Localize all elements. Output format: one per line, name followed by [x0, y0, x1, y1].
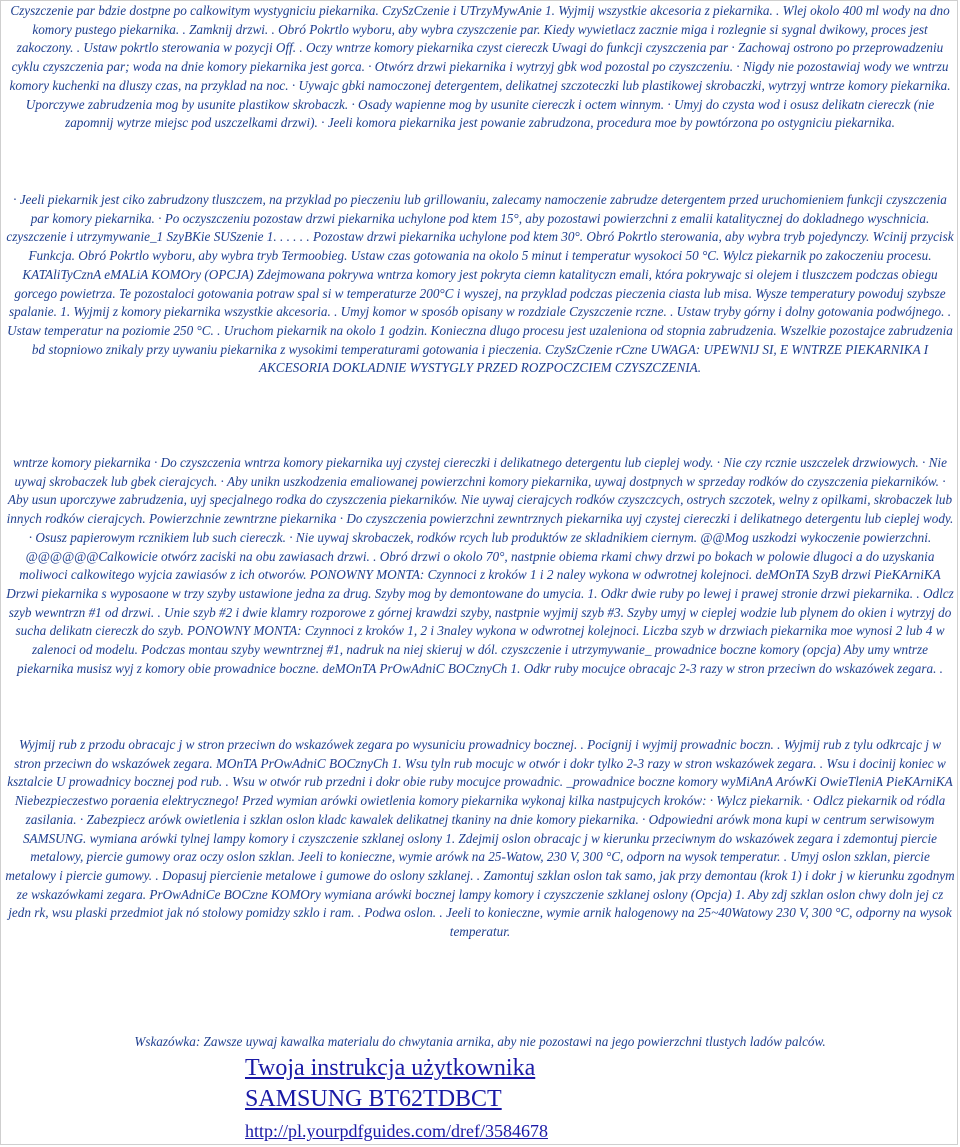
source-url-link[interactable]: http://pl.yourpdfguides.com/dref/3584678 [245, 1121, 548, 1141]
footer-links [245, 1054, 745, 1142]
paragraph-interior-door-glass: wntrze komory piekarnika · Do czyszczenia wntrza komory piekarnika uyj czystej ciereczki i delikatnego detergentu lub cieplej wody. · Nie czy rcznie uszczelek drzwiowych. · Nie uywaj skrobaczek lub gbek cierajcych. · Aby unikn uszkodzenia emaliowanej powierzchni komory piekarnika, uywaj dostpnych w sprzeday rodków do czyszczenia piekarników. · Aby usun uporczywe zabrudzenia, uyj specjalnego rodka do czyszczenia piekarników. Nie uywaj cierajcych rodków czyszczcych, ostrych szczotek, welny z opilkami, skrobaczek lub innych rodków cierajcych. Powierzchnie zewntrzne piekarnika · Do czyszczenia powierzchni zewntrznych piekarnika uyj czystej ciereczki i delikatnego detergentu lub cieplej wody. · Osusz papierowym rcznikiem lub such ciereczk. · Nie uywaj skrobaczek, rodków rcych lub produktów ze skladnikiem ciernym. @@Mog uszkodzi wykoczenie powierzchni. @@@@@@Calkowicie otwórz zaciski na obu zawiasach drzwi. . Obró drzwi o okolo 70°, nastpnie obiema rkami chwy drzwi po bokach w polowie dlugoci a do uzyskania moliwoci calkowitego wyjcia zawiasów z ich otworów. PONOWNY MONTA: Czynnoci z kroków 1 i 2 naley wykona w odwrotnej kolejnoci. deMOnTA SzyB drzwi PieKArniKA Drzwi piekarnika s wyposaone w trzy szyby ustawione jedna za drug. Szyby mog by demontowane do umycia. 1. Odkr dwie ruby po lewej i prawej stronie drzwi piekarnika. . Odlcz szyb wewntrzn #1 od drzwi. . Unie szyb #2 i dwie klamry rozporowe z górnej krawdzi szyby, nastpnie wyjmij szyb #3. Szyby umyj w cieplej wodzie lub plynem do okien i wytrzyj do sucha delikatn ciereczk do szyb. PONOWNY MONTA: Czynnoci z kroków 1, 2 i 3naley wykona w odwrotnej kolejnoci. Liczba szyb w drzwiach piekarnika moe wynosi 2 lub 4 w zalenoci od modelu. Podczas montau szyby wewntrznej #1, nadruk na niej skieruj w dól. czyszczenie i utrzymywanie_ prowadnice boczne komory (opcja) Aby umy wntrze piekarnika musisz wyj z komory obie prowadnice boczne. deMOnTA PrOwAdniC BOCznyCh 1. Odkr ruby mocujce obracajc 2-3 razy w stron przeciwn do wskazówek zegara. . [6, 455, 954, 676]
paragraph-steam-cleaning: Czyszczenie par bdzie dostpne po calkowitym wystygniciu piekarnika. CzySzCzenie i UTrzyMywAnie 1. Wyjmij wszystkie akcesoria z piekarnika. . Wlej okolo 400 ml wody na dno komory pustego piekarnika. . Zamknij drzwi. . Obró Pokrtlo wyboru, aby wybra czyszczenie par. Kiedy wywietlacz zacznie miga i rozlegnie si sygnal dwikowy, proces jest zakoczony. . Ustaw pokrtlo sterowania w pozycji Off. . Oczy wntrze komory piekarnika czyst ciereczk Uwagi do funkcji czyszczenia par · Zachowaj ostrono po przeprowadzeniu cyklu czyszczenia par; woda na dnie komory piekarnika jest gorca. · Otwórz drzwi piekarnika i wytrzyj gbk wod pozostal po czyszczeniu. · Nigdy nie pozostawiaj wody we wntrzu komory kuchenki na dluszy czas, na przyklad na noc. · Uywajc gbki namoczonej detergentem, delikatnej szczoteczki lub plastikowej skrobaczki, wytrzyj wntrze komory piekarnika. Uporczywe zabrudzenia mog by usunite plastikow skrobaczk. · Osady wapienne mog by usunite ciereczk i octem winnym. · Umyj do czysta wod i osusz delikatn ciereczk (nie zapomnij wytrze miejsc pod uszczelkami drzwi). · Jeeli komora piekarnika jest powanie zabrudzona, procedura moe by powtórzona po ostygniciu piekarnika. [9, 3, 951, 131]
model-name-link[interactable]: SAMSUNG BT62TDBCT [245, 1086, 502, 1112]
manual-title-link[interactable]: Twoja instrukcja użytkownika [245, 1055, 536, 1081]
paragraph-side-rails-lamp: Wyjmij rub z przodu obracajc j w stron przeciwn do wskazówek zegara po wysuniciu prowadnicy bocznej. . Pocignij i wyjmij prowadnic boczn. . Wyjmij rub z tylu odkrcajc j w stron przeciwn do wskazówek zegara. MOnTA PrOwAdniC BOCznyCh 1. Wsu tyln rub mocujc w otwór i dokr tylko 2-3 razy w stron wskazówek zegara. . Wsu i docinij koniec w ksztalcie U prowadnicy bocznej pod rub. . Wsu w otwór rub przedni i dokr obie ruby mocujce prowadnic. _prowadnice boczne komory wyMiAnA ArówKi OwieTleniA PieKArniKA Niebezpieczestwo poraenia elektrycznego! Przed wymian arówki owietlenia komory piekarnika wykonaj kilka nastpujcych kroków: · Wylcz piekarnik. · Odlcz piekarnik od ródla zasilania. · Zabezpiecz arówk owietlenia i szklan oslon kladc kawalek delikatnej tkaniny na dnie komory piekarnika. · Odpowiedni arówk mona kupi w centrum serwisowym SAMSUNG. wymiana arówki tylnej lampy komory i czyszczenie szklanej oslony 1. Zdejmij oslon obracajc j w kierunku przeciwnym do wskazówek zegara i zdemontuj piercie metalowy, piercie gumowy oraz oczy oslon szklan. Jeeli to konieczne, wymie arówk na 25-Watow, 230 V, 300 °C, odporn na wysok temperatur. . Umyj oslon szklan, piercie metalowy i piercie gumowy. . Dopasuj piercienie metalowe i gumowe do oslony szklanej. . Zamontuj szklan oslon tak samo, jak przy demontau (krok 1) i dokr j w kierunku zgodnym ze wskazówkami zegara. PrOwAdniCe BOCzne KOMOry wymiana arówki bocznej lampy komory i czyszczenie szklanej oslony (Opcja) 1. Aby zdj szklan oslon chwy doln jej cz jedn rk, wsu plaski przedmiot jak nó stolowy pomidzy szklo i ram. . Podwa oslon. . Jeeli to konieczne, wymie arnik halogenowy na 25~40Watowy 230 V, 300 °C, odporny na wysok temperatur. [5, 737, 955, 940]
paragraph-tip: Wskazówka: Zawsze uywaj kawalka materialu do chwytania arnika, aby nie pozostawi na jego powierzchni tlustych ladów palców. [134, 1034, 826, 1049]
paragraph-quick-drying-catalytic: · Jeeli piekarnik jest ciko zabrudzony tluszczem, na przyklad po pieczeniu lub grillowaniu, zalecamy namoczenie zabrudze detergentem przed uruchomieniem funkcji czyszczenia par komory piekarnika. · Po oczyszczeniu pozostaw drzwi piekarnika uchylone pod ktem 15°, aby pozostawi powierzchni z emalii katalitycznej do dokladnego wyschnicia. czyszczenie i utrzymywanie_1 SzyBKie SUSzenie 1. . . . . . Pozostaw drzwi piekarnika uchylone pod ktem 30°. Obró Pokrtlo sterowania, aby wybra tryb pojedynczy. Wcinij przycisk Funkcja. Obró Pokrtlo wyboru, aby wybra tryb Termoobieg. Ustaw czas gotowania na okolo 5 minut i temperatur wysokoci 50 °C. Wylcz piekarnik po zakoczeniu procesu. KATAliTyCznA eMALiA KOMOry (OPCJA) Zdejmowana pokrywa wntrza komory jest pokryta ciemn katalityczn emali, która pokrywajc si olejem i tluszczem podczas obiegu gorcego powietrza. Te pozostaloci gotowania potraw spal si w temperaturze 200°C i wyszej, na przyklad podczas pieczenia ciasta lub misa. Wysze temperatury powoduj szybsze spalanie. 1. Wyjmij z komory piekarnika wszystkie akcesoria. . Umyj komor w sposób opisany w rozdziale Czyszczenie rczne. . Ustaw tryby górny i dolny gotowania podwójnego. . Ustaw temperatur na poziomie 250 °C. . Uruchom piekarnik na okolo 1 godzin. Konieczna dlugo procesu jest uzaleniona od stopnia zabrudzenia. Wszelkie pozostajce zabrudzenia bd stopniowo znikaly przy uywaniu piekarnika z wysokimi temperaturami gotowania i pieczenia. CzySzCzenie rCzne UWAGA: UPEWNIJ SI, E WNTRZE PIEKARNIKA I AKCESORIA DOKLADNIE WYSTYGLY PRZED ROZPOCZCIEM CZYSZCZENIA. [6, 192, 954, 376]
